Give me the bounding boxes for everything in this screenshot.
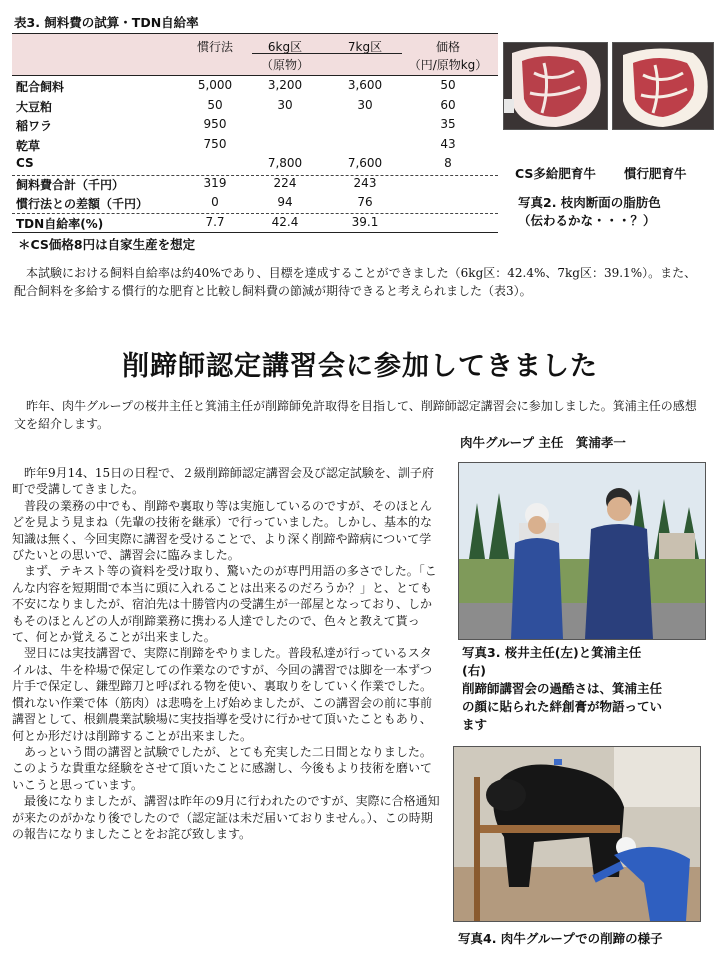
table-top-rule [12,33,498,34]
table-cell: 50 [440,78,456,92]
table-cell: 8 [444,156,452,170]
table-header-rule [12,75,498,76]
article-author: 肉牛グループ 主任 箕浦孝一 [460,435,626,450]
article-paragraph: 翌日には実技講習で、実際に削蹄をやりました。普段私達が行っているスタイルは、牛を枠場で保定しての作業なのですが、今回の講習では脚を一本ずつ片手で保定し、鎌型蹄刀と呼ばれる物を使い、裏取りをしていく作業でした。慣れない作業で体（筋肉）は悲鳴を上げ始めましたが、この講習会の前に事前講習として、根釧農業試験場に実技指導を受けに行かせて頂いたこともあり、何とか形だけは削蹄することが出来ました。 [12,646,433,743]
header-conventional: 慣行法 [196,40,233,54]
article-paragraph: まず、テキスト等の資料を受け取り、驚いたのが専門用語の多さでした。「こんな内容を短期間で本当に頭に入れることは出来るのだろうか？」と、とても不安になりましたが、宿泊先は十勝管内の受講生が一部屋となっており、しかもそのほとんどの人が削蹄業務に携わる人達でしたので、色々と教えて貰って、何とか覚えることが出来ました。 [12,564,437,645]
table-cell: 224 [273,175,297,190]
hoof-trimming-photo [453,746,701,922]
table-cell: 7,600 [347,156,383,170]
article-paragraph: 最後になりましたが、講習は昨年の9月に行われたのですが、実際に合格通知が来たのがかなり後でしたので（認定証は未だ届いておりません。）、この時期の報告になりましたことをお詫び致します。 [12,794,440,841]
table-bottom-rule [12,232,498,233]
two-staff-photo [458,462,706,640]
table-cell: 43 [440,136,456,151]
header-7kg: 7kg区 [347,40,383,54]
photo3-caption-3: 削蹄師講習会の過酷さは、箕浦主任 [462,681,663,696]
photo2-label-cs: CS多給肥育牛 [515,166,596,181]
table-row-label: CS [16,156,34,170]
table-cell: 243 [353,175,377,190]
photo2-label-conventional: 慣行肥育牛 [624,166,687,181]
table-row-label: 配合飼料 [16,80,65,94]
article-paragraph: あっという間の講習と試験でしたが、とても充実した二日間となりました。このような貴重な経験をさせて頂いたことに感謝し、今後もより技術を磨いていこうと思っています。 [12,744,433,792]
header-6kg-sub: （原物） [260,58,309,72]
table-cell: 7,800 [267,156,303,170]
table-cell: 7.7 [205,214,225,229]
table-cell: 5,000 [197,78,233,92]
photo2-caption-sub: （伝わるかな・・・？） [518,213,656,228]
table-row-label: 慣行法との差額（千円） [16,197,149,211]
table-dash-rule-1 [12,175,498,176]
table-cell: 3,600 [347,78,383,92]
header-price-sub: （円/原物kg） [408,58,488,72]
table-row-label: TDN自給率(%) [16,216,104,231]
photo2-caption: 写真2. 枝肉断面の脂肪色 [518,195,661,210]
carcass-photo-conventional [612,42,714,130]
header-price: 価格 [435,40,460,54]
table-caption: 表3. 飼料費の試算・TDN自給率 [14,15,199,30]
table-cell: 50 [207,97,223,112]
carcass-photo-cs [503,42,608,130]
table-cell: 319 [203,175,227,190]
table-cell: 30 [357,97,373,112]
table-cell: 35 [440,117,456,131]
header-6kg: 6kg区 [267,40,303,54]
intro-paragraph: 本試験における飼料自給率は約40%であり、目標を達成することができました（6kg区：42.4%、7kg区：39.1%）。また、配合飼料を多給する慣行的な肥育と比較し飼料費の節減が期待できると考えられました（表3）。 [14,266,697,298]
table-cell: 39.1 [351,214,379,229]
table-cell: 76 [357,195,373,209]
photo3-caption-2: (右) [462,663,486,678]
table-row-label: 稲ワラ [16,119,53,133]
article-paragraph: 普段の業務の中でも、削蹄や裏取り等は実施しているのですが、そのほとんどを見よう見まね（先輩の技術を継承）で行っていました。しかし、基本的な知識は無く、今回実際に講習を受けることで、より深く削蹄や蹄病について学びたいとの思いで、講習会に臨みました。 [12,498,433,563]
table-cell: 750 [203,136,227,151]
table-row-label: 大豆粕 [16,99,53,114]
table-cell: 30 [277,97,293,112]
table-dash-rule-2 [12,213,498,214]
photo3-caption-5: ます [462,717,488,732]
table-cell: 60 [440,97,456,112]
photo4-caption: 写真4. 肉牛グループでの削蹄の様子 [458,931,663,946]
article-body [12,465,442,842]
photo3-caption: 写真3. 桜井主任(左)と箕浦主任 [462,645,642,660]
table-cell: 950 [203,117,227,131]
table-cell: 0 [211,195,219,209]
table-note: ＊CS価格8円は自家生産を想定 [18,237,196,252]
table-row-label: 乾草 [16,138,41,153]
header-underline [252,53,402,54]
photo3-caption-4: の顔に貼られた絆創膏が物語ってい [462,699,663,714]
table-row-label: 飼料費合計（千円） [16,177,125,192]
article-title: 削蹄師認定講習会に参加してきました [122,351,598,382]
table-cell: 42.4 [271,214,299,229]
article-paragraph: 昨年9月14、15日の日程で、２級削蹄師認定講習会及び認定試験を、訓子府町で受講してきました。 [12,466,434,497]
table-cell: 94 [277,195,293,209]
article-lead: 昨年、肉牛グループの桜井主任と箕浦主任が削蹄師免許取得を目指して、削蹄師認定講習会に参加しました。箕浦主任の感想文を紹介します。 [14,399,697,431]
table-cell: 3,200 [267,78,303,92]
